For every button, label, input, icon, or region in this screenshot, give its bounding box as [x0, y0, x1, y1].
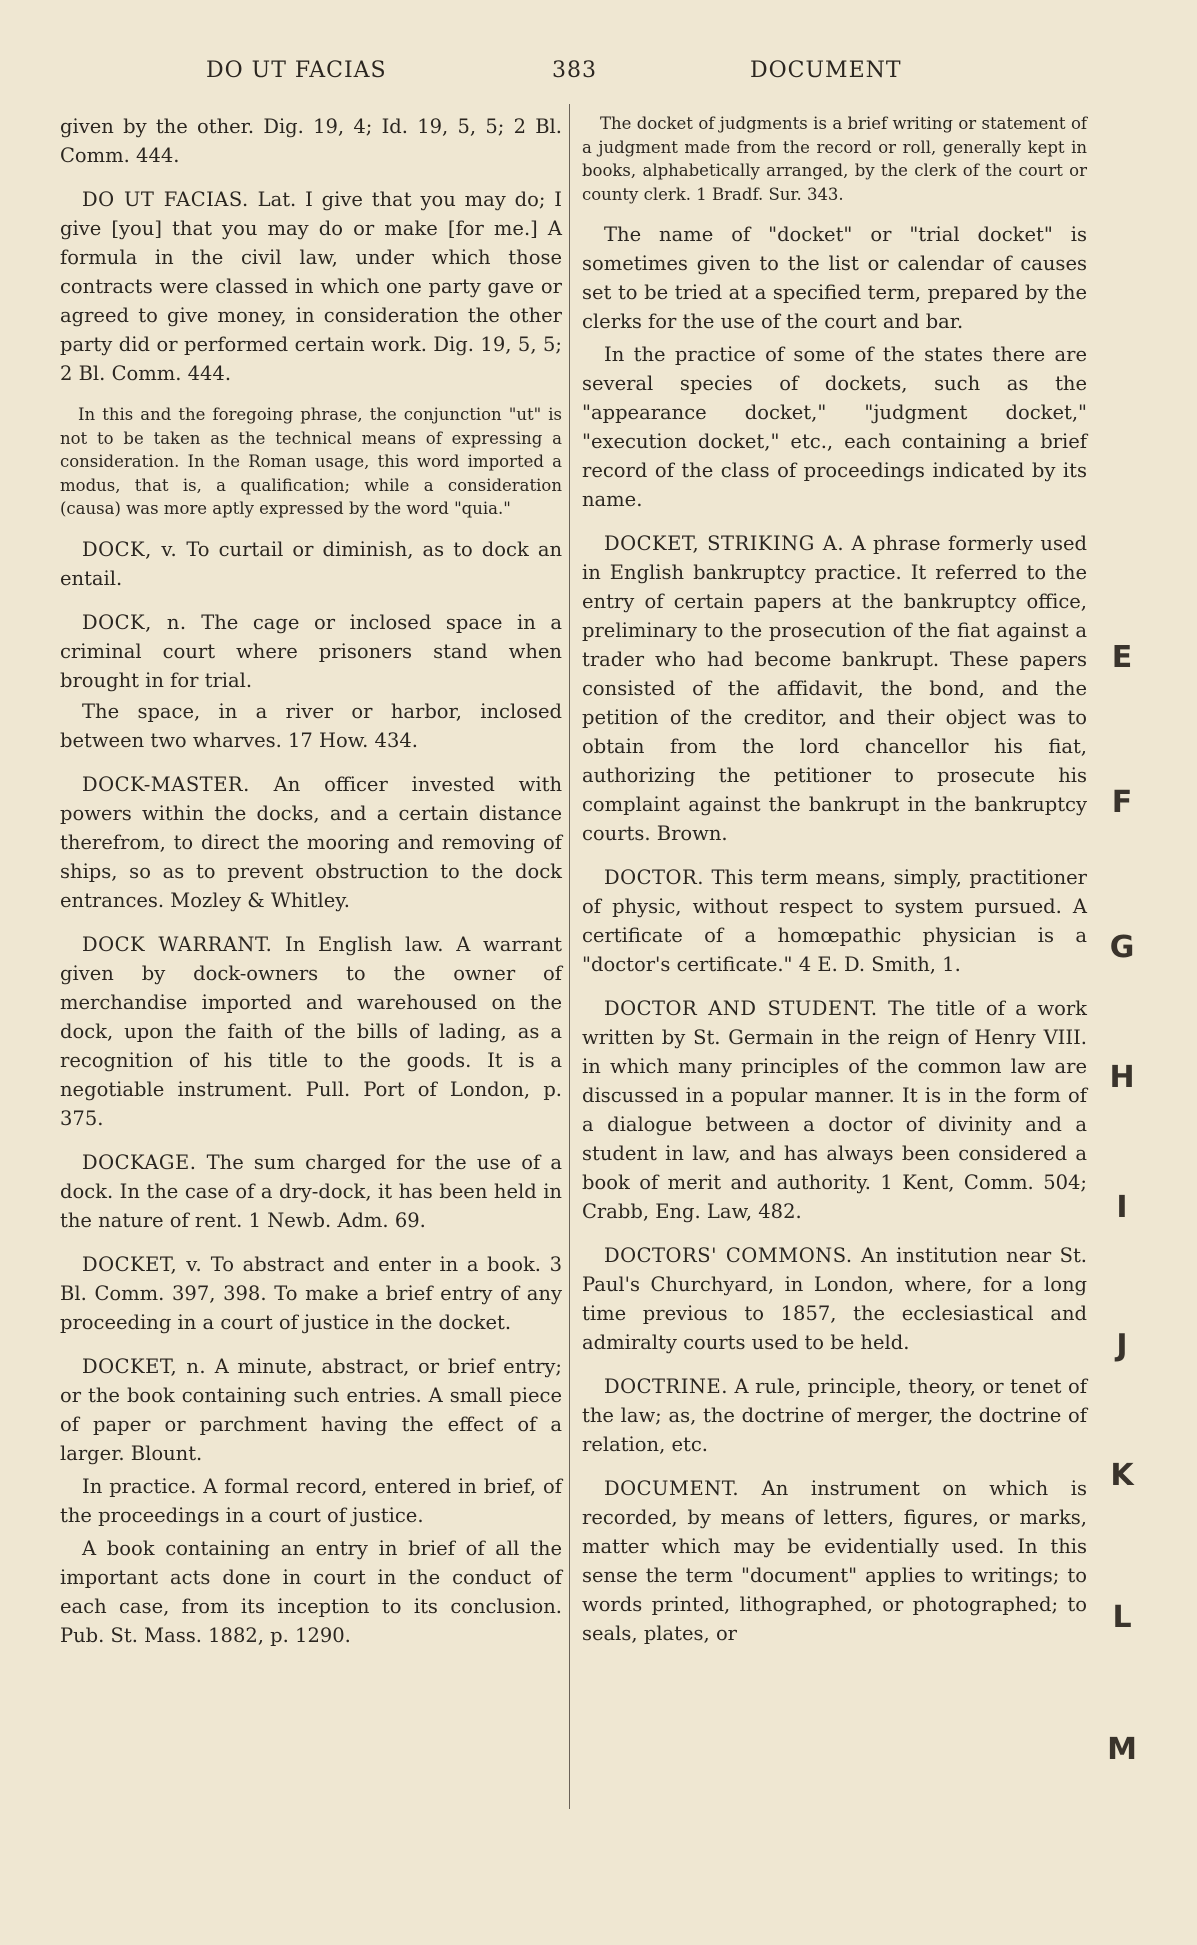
note: The docket of judgments is a brief writing or statement of a judgment made from the record or roll, generally kept in books, alphabetically arranged, by the clerk of the court or county clerk. 1 Bradf. Sur. 343. [582, 114, 1087, 204]
entry-dock-warrant [60, 930, 562, 1133]
definition: The sum charged for the use of a dock. In the case of a dry-dock, it has been held in the nature of rent. 1 Newb. Adm. 69. [60, 1150, 562, 1232]
column-divider [569, 104, 570, 1809]
definition: This term means, simply, practitioner of physic, without respect to system pursued. A certificate of a homœpathic physician is a "doctor's certificate." 4 E. D. Smith, 1. [582, 866, 1088, 976]
entry-dock-master [60, 770, 562, 915]
definition: The cage or inclosed space in a criminal court where prisoners stand when brought in for trial. [60, 610, 562, 692]
entry-doctors-commons [582, 1241, 1087, 1357]
entry-docket-v [60, 1250, 562, 1337]
entry-doctor [582, 863, 1087, 979]
headword: DOCK WARRANT. [82, 932, 273, 956]
right-column [582, 112, 1087, 1663]
headword: DOCK, n. [82, 610, 187, 634]
headword: DOCKAGE. [82, 1150, 197, 1174]
definition: An officer invested with powers within the docks, and a certain distance therefrom, to direct the mooring and removing of ships, so as to prevent obstruction to the dock entrances. Mozley & Whitley. [60, 772, 563, 912]
thumb-index-letter: M [1107, 1732, 1137, 1767]
definition-continued: A book containing an entry in brief of all the important acts done in court in the conduct of each case, from its inception to its conclusion. Pub. St. Mass. 1882, p. 1290. [60, 1536, 562, 1647]
entry-document [582, 1474, 1087, 1648]
thumb-index-letter: L [1112, 1600, 1132, 1635]
thumb-index-letter: H [1109, 1060, 1135, 1095]
definition-continued: In practice. A formal record, entered in brief, of the proceedings in a court of justice. [60, 1474, 562, 1527]
headword: DOCTOR. [604, 866, 704, 889]
continued-text: given by the other. Dig. 19, 4; Id. 19, 5, 5; 2 Bl. Comm. 444. [60, 115, 562, 167]
headword: DO UT FACIAS. [82, 188, 249, 211]
header-left-term: DO UT FACIAS [206, 58, 387, 83]
definition-continued: In the practice of some of the states there are several species of dockets, such as the "appearance docket," "judgment docket," "execution docket," etc., each containing a brief record of the class of proceedings indicated by its name. [582, 343, 1087, 511]
page-number: 383 [552, 58, 597, 83]
thumb-index-letter: J [1116, 1328, 1128, 1363]
definition-continued: The name of "docket" or "trial docket" is sometimes given to the list or calendar of causes set to be tried at a specified term, prepared by the clerks for the use of the court and bar. [582, 223, 1087, 333]
thumb-index-letter: F [1111, 785, 1133, 820]
entry-dockage [60, 1148, 562, 1235]
thumb-index-letter: I [1116, 1190, 1128, 1225]
entry-dock-n [60, 608, 562, 695]
left-column [60, 112, 562, 1654]
definition-continued: The space, in a river or harbor, inclosed between two wharves. 17 How. 434. [60, 699, 562, 752]
entry-docket-striking [582, 529, 1087, 848]
definition: The title of a work written by St. Germain in the reign of Henry VIII. in which many principles of the common law are discussed in a popular manner. It is in the form of a dialogue between a doctor of divinity and a student in law, and has always been considered a book of merit and authority. 1 Kent, Comm. 504; Crabb, Eng. Law, 482. [582, 997, 1087, 1223]
headword: DOCKET, n. [82, 1354, 207, 1378]
headword: DOCTORS' COMMONS. [604, 1244, 853, 1267]
headword: DOCK, v. [82, 537, 178, 561]
headword: DOCTRINE. [604, 1375, 728, 1398]
entry-docket-n [60, 1352, 562, 1468]
definition: In English law. A warrant given by dock-owners to the owner of merchandise imported and warehoused on the dock, upon the faith of the bills of lading, as a recognition of his title to the goods. It is a negotiable instrument. Pull. Port of London, p. 375. [60, 932, 562, 1130]
headword: DOCKET, v. [82, 1252, 203, 1276]
note: In this and the foregoing phrase, the conjunction "ut" is not to be taken as the technical means of expressing a consideration. In the Roman usage, this word imported a modus, that is, a qualification; while a consideration (causa) was more aptly expressed by the word "quia." [60, 405, 562, 518]
definition: A minute, abstract, or brief entry; or the book containing such entries. A small piece of paper or parchment having the effect of a larger. Blount. [60, 1354, 562, 1465]
headword: DOCTOR AND STUDENT. [604, 997, 878, 1020]
definition: To abstract and enter in a book. 3 Bl. Comm. 397, 398. To make a brief entry of any proceeding in a court of justice in the docket. [60, 1252, 562, 1334]
entry-do-ut-facias [60, 185, 562, 388]
definition: An institution near St. Paul's Churchyard, in London, where, for a long time previous to 1857, the ecclesiastical and admiralty courts used to be held. [582, 1244, 1087, 1354]
headword: DOCUMENT. [604, 1477, 740, 1500]
thumb-index-letter: E [1111, 640, 1133, 675]
thumb-index-letter: K [1110, 1458, 1134, 1493]
definition: A rule, principle, theory, or tenet of the law; as, the doctrine of merger, the doctrine of relation, etc. [582, 1375, 1088, 1456]
headword: DOCKET, STRIKING A. [604, 532, 845, 555]
header-right-term: DOCUMENT [750, 58, 902, 83]
thumb-index-letter: G [1109, 930, 1135, 965]
definition: To curtail or diminish, as to dock an entail. [60, 537, 562, 590]
entry-doctor-and-student [582, 994, 1087, 1226]
entry-doctrine [582, 1372, 1087, 1459]
definition: An instrument on which is recorded, by means of letters, figures, or marks, matter which may be evidentially used. In this sense the term "document" applies to writings; to words printed, lithographed, or photographed; to seals, plates, or [582, 1477, 1088, 1645]
definition: A phrase formerly used in English bankruptcy practice. It referred to the entry of certain papers at the bankruptcy office, preliminary to the prosecution of the fiat against a trader who had become bankrupt. These papers consisted of the affidavit, the bond, and the petition of the creditor, and their object was to obtain from the lord chancellor his fiat, authorizing the petitioner to prosecute his complaint against the bankrupt in the bankruptcy courts. Brown. [582, 532, 1087, 845]
entry-dock-v [60, 535, 562, 593]
running-head [60, 58, 1100, 88]
definition: Lat. I give that you may do; I give [you] that you may do or make [for me.] A formula in the civil law, under which those contracts were classed in which one party gave or agreed to give money, in consideration the other party did or performed certain work. Dig. 19, 5, 5; 2 Bl. Comm. 444. [60, 188, 562, 385]
headword: DOCK-MASTER. [82, 772, 250, 796]
